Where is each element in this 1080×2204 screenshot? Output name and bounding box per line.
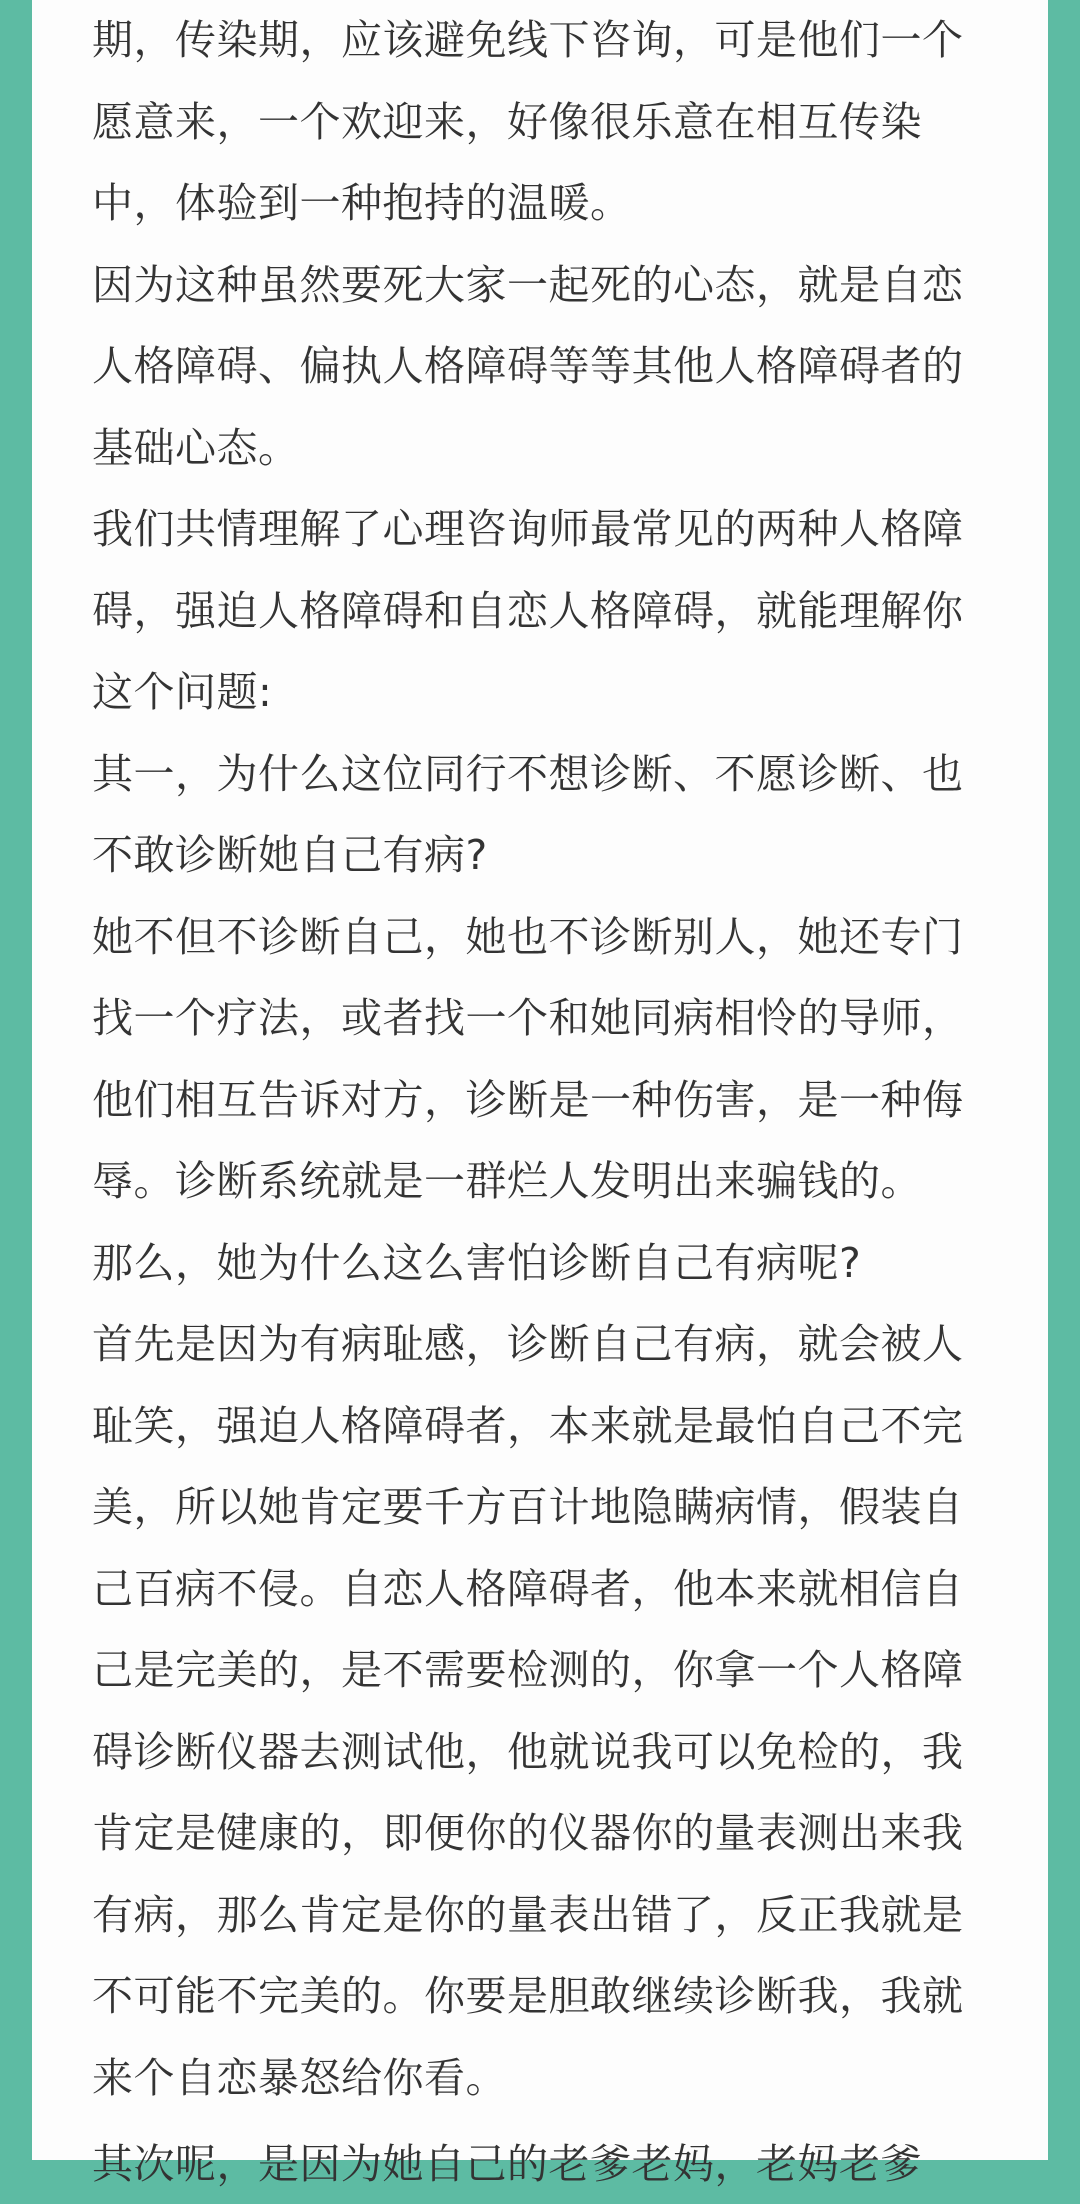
text-line: 美，所以她肯定要千方百计地隐瞒病情，假装自 bbox=[92, 1483, 964, 1531]
text-line: 那么，她为什么这么害怕诊断自己有病呢? bbox=[92, 1238, 862, 1287]
text-line: 这个问题: bbox=[92, 668, 273, 716]
text-line: 他们相互告诉对方，诊断是一种伤害，是一种侮 bbox=[92, 1075, 964, 1124]
partial-text-line: 其次呢，是因为她自己的老爹老妈，老妈老爹 bbox=[92, 2140, 922, 2188]
text-line: 我们共情理解了心理咨询师最常见的两种人格障 bbox=[92, 505, 964, 553]
text-line: 人格障碍、偏执人格障碍等等其他人格障碍者的 bbox=[92, 342, 964, 390]
text-line: 己是完美的，是不需要检测的，你拿一个人格障 bbox=[92, 1646, 964, 1694]
text-line: 己百病不侵。自恋人格障碍者，他本来就相信自 bbox=[92, 1564, 964, 1613]
text-line: 碍，强迫人格障碍和自恋人格障碍，就能理解你 bbox=[92, 586, 964, 635]
text-line: 不可能不完美的。你要是胆敢继续诊断我，我就 bbox=[92, 1972, 964, 2020]
text-line: 有病，那么肯定是你的量表出错了，反正我就是 bbox=[92, 1890, 964, 1939]
text-line: 她不但不诊断自己，她也不诊断别人，她还专门 bbox=[92, 912, 964, 961]
text-line: 其一，为什么这位同行不想诊断、不愿诊断、也 bbox=[92, 749, 964, 798]
text-line: 中，体验到一种抱持的温暖。 bbox=[92, 179, 632, 227]
text-line: 辱。诊断系统就是一群烂人发明出来骗钱的。 bbox=[92, 1157, 922, 1205]
text-line: 碍诊断仪器去测试他，他就说我可以免检的，我 bbox=[92, 1727, 964, 1776]
text-line: 基础心态。 bbox=[92, 423, 300, 472]
text-line: 愿意来，一个欢迎来，好像很乐意在相互传染 bbox=[92, 97, 922, 146]
text-line: 不敢诊断她自己有病? bbox=[92, 831, 488, 879]
text-line: 来个自恋暴怒给你看。 bbox=[92, 2053, 507, 2102]
text-line: 找一个疗法，或者找一个和她同病相怜的导师， bbox=[92, 994, 964, 1042]
text-line: 期，传染期，应该避免线下咨询，可是他们一个 bbox=[92, 16, 964, 64]
article-body bbox=[92, 0, 992, 2119]
text-line: 耻笑，强迫人格障碍者，本来就是最怕自己不完 bbox=[92, 1401, 964, 1450]
text-line: 首先是因为有病耻感，诊断自己有病，就会被人 bbox=[92, 1320, 964, 1368]
text-line: 因为这种虽然要死大家一起死的心态，就是自恋 bbox=[92, 260, 964, 309]
article-page bbox=[32, 0, 1048, 2188]
text-line: 肯定是健康的，即便你的仪器你的量表测出来我 bbox=[92, 1809, 964, 1857]
